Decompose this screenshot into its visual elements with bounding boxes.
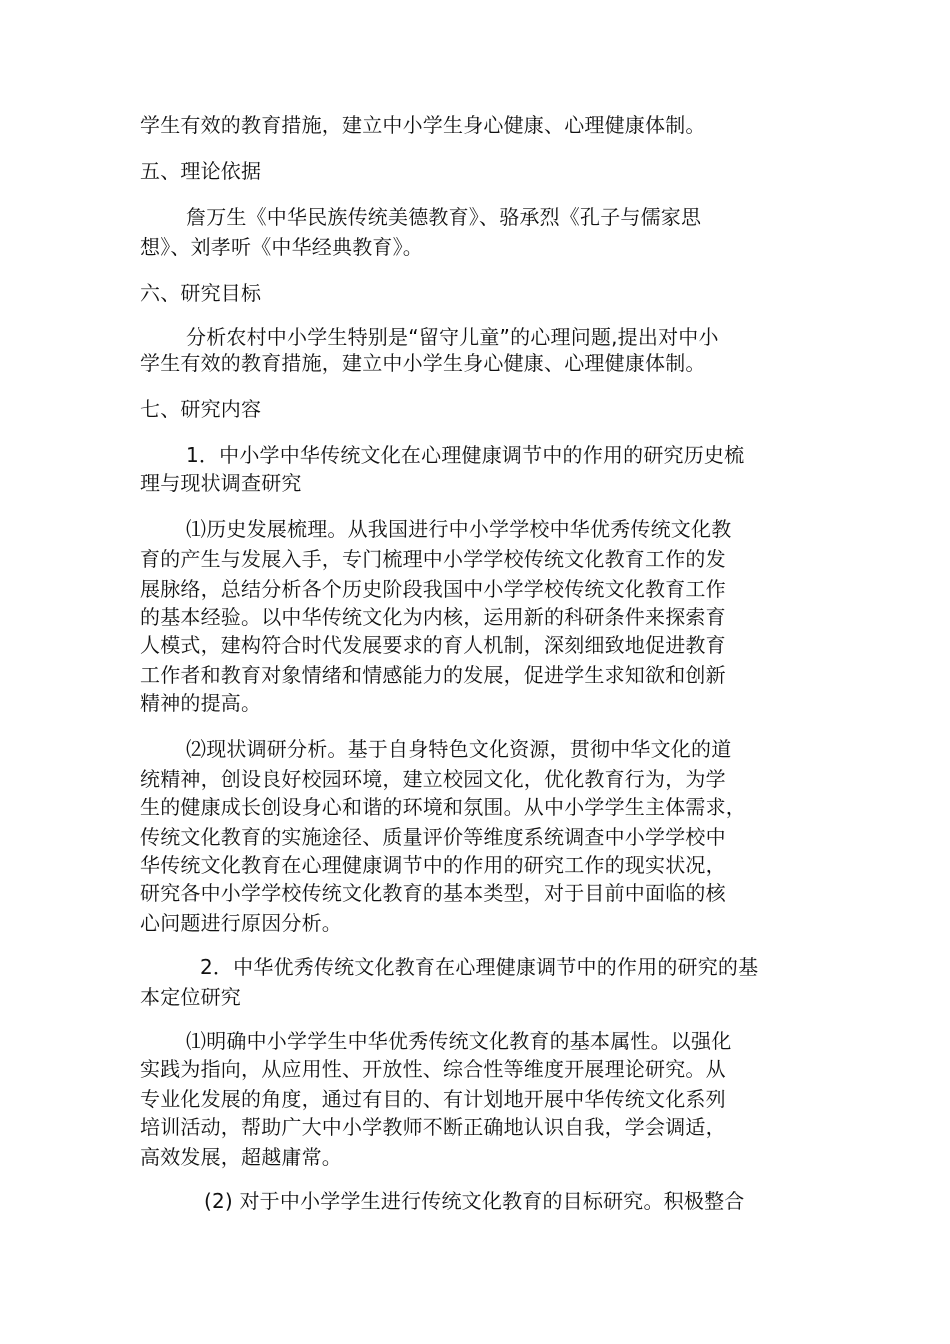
body-text-line: 实践为指向，从应用性、开放性、综合性等维度开展理论研究。从 — [140, 1057, 726, 1081]
body-text-line: 詹万生《中华民族传统美德教育》、骆承烈《孔子与儒家思 — [186, 205, 702, 229]
body-text-line: 专业化发展的角度，通过有目的、有计划地开展中华传统文化系列 — [140, 1087, 726, 1111]
body-text-line: ⑴历史发展梳理。从我国进行中小学学校中华优秀传统文化教 — [186, 517, 732, 541]
body-text-line: 心问题进行原因分析。 — [140, 911, 342, 935]
section-heading: 七、研究内容 — [140, 397, 262, 421]
body-text-line: 学生有效的教育措施，建立中小学生身心健康、心理健康体制。 — [140, 113, 706, 137]
body-text-line: 精神的提高。 — [140, 691, 262, 715]
subsection-heading: 2．中华优秀传统文化教育在心理健康调节中的作用的研究的基 — [200, 955, 759, 979]
body-text-line: 生的健康成长创设身心和谐的环境和氛围。从中小学学生主体需求， — [140, 795, 746, 819]
body-text-line: 统精神，创设良好校园环境，建立校园文化，优化教育行为，为学 — [140, 767, 726, 791]
body-text-line: 分析农村中小学生特别是“留守儿童”的心理问题,提出对中小 — [186, 325, 719, 349]
body-text-line: 培训活动，帮助广大中小学教师不断正确地认识自我，学会调适， — [140, 1115, 726, 1139]
body-text-line: 育的产生与发展入手，专门梳理中小学学校传统文化教育工作的发 — [140, 547, 726, 571]
body-text-line: 展脉络，总结分析各个历史阶段我国中小学学校传统文化教育工作 — [140, 577, 726, 601]
body-text-line: 的基本经验。以中华传统文化为内核，运用新的科研条件来探索育 — [140, 605, 726, 629]
section-heading: 六、研究目标 — [140, 281, 262, 305]
body-text-line: 传统文化教育的实施途径、质量评价等维度系统调查中小学学校中 — [140, 825, 726, 849]
subsection-heading: 1．中小学中华传统文化在心理健康调节中的作用的研究历史梳 — [186, 443, 745, 467]
body-text-line: 高效发展，超越庸常。 — [140, 1145, 342, 1169]
body-text-line: ⑴明确中小学学生中华优秀传统文化教育的基本属性。以强化 — [186, 1029, 732, 1053]
body-text-line: ⑵现状调研分析。基于自身特色文化资源，贯彻中华文化的道 — [186, 737, 732, 761]
subsection-heading: 理与现状调查研究 — [140, 471, 302, 495]
body-text-line: (2) 对于中小学学生进行传统文化教育的目标研究。积极整合 — [204, 1189, 745, 1213]
body-text-line: 研究各中小学学校传统文化教育的基本类型，对于目前中面临的核 — [140, 881, 726, 905]
body-text-line: 华传统文化教育在心理健康调节中的作用的研究工作的现实状况， — [140, 853, 726, 877]
body-text-line: 工作者和教育对象情绪和情感能力的发展，促进学生求知欲和创新 — [140, 663, 726, 687]
body-text-line: 学生有效的教育措施，建立中小学生身心健康、心理健康体制。 — [140, 351, 706, 375]
subsection-heading: 本定位研究 — [140, 985, 241, 1009]
body-text-line: 想》、刘孝听《中华经典教育》。 — [140, 235, 423, 259]
section-heading: 五、理论依据 — [140, 159, 262, 183]
body-text-line: 人模式，建构符合时代发展要求的育人机制，深刻细致地促进教育 — [140, 633, 726, 657]
